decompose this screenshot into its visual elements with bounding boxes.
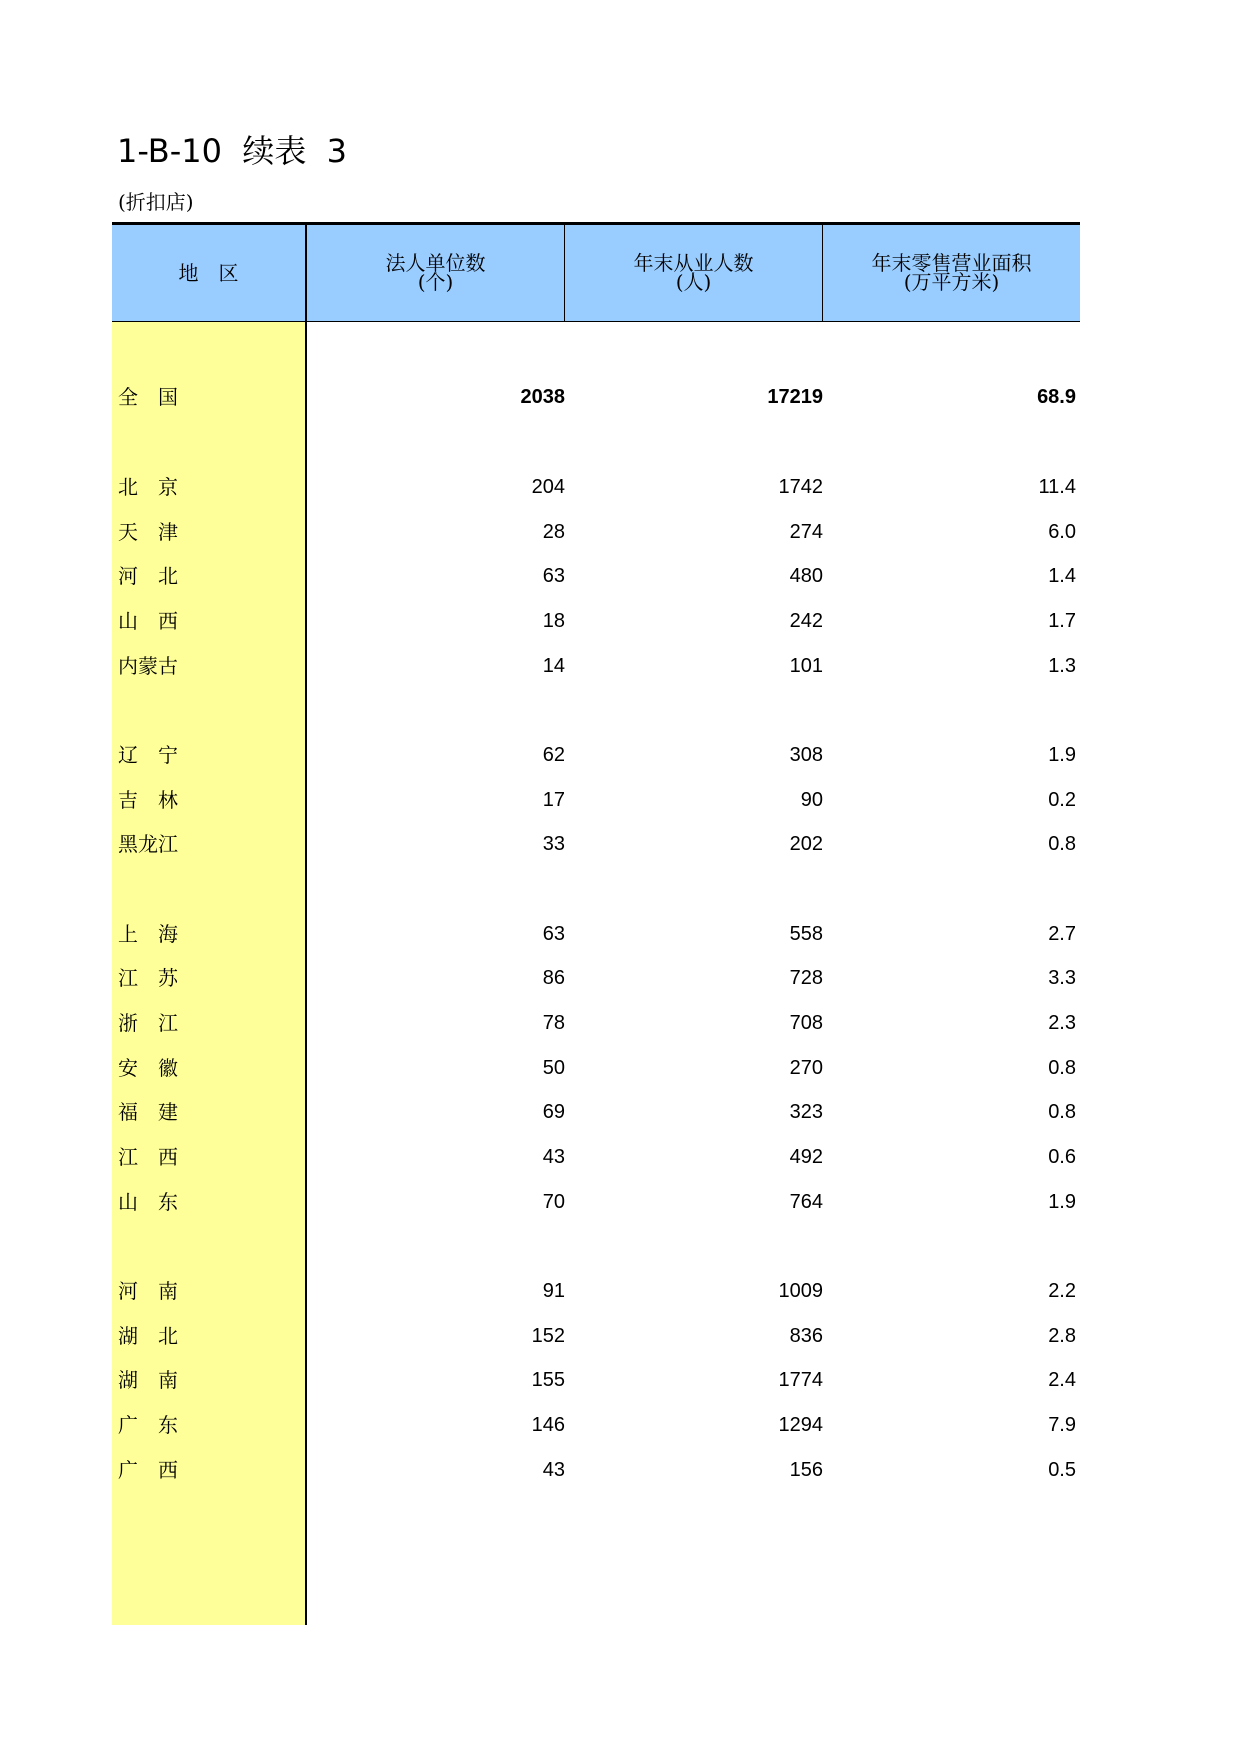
table-header bbox=[112, 225, 1080, 322]
area-cell: 2.2 bbox=[1048, 1280, 1076, 1302]
table-row bbox=[112, 1182, 1080, 1222]
table-row bbox=[112, 735, 1080, 775]
units-cell: 17 bbox=[542, 789, 565, 811]
units-cell: 63 bbox=[542, 923, 565, 945]
units-cell: 86 bbox=[542, 967, 565, 989]
area-cell: 1.4 bbox=[1048, 565, 1076, 587]
table-row bbox=[112, 646, 1080, 686]
table-row bbox=[112, 467, 1080, 507]
region-cell: 江 苏 bbox=[118, 966, 178, 990]
table-row bbox=[112, 1271, 1080, 1311]
area-cell: 2.7 bbox=[1048, 923, 1076, 945]
employees-cell: 708 bbox=[789, 1012, 823, 1034]
area-cell: 1.7 bbox=[1048, 610, 1076, 632]
table-row bbox=[112, 1003, 1080, 1043]
employees-cell: 480 bbox=[789, 565, 823, 587]
region-cell: 浙 江 bbox=[118, 1011, 178, 1035]
units-cell: 33 bbox=[542, 833, 565, 855]
region-cell: 辽 宁 bbox=[118, 743, 178, 767]
region-cell: 山 西 bbox=[118, 609, 178, 633]
table-row bbox=[112, 601, 1080, 641]
units-cell: 69 bbox=[542, 1101, 565, 1123]
employees-cell: 270 bbox=[789, 1057, 823, 1079]
employees-cell: 101 bbox=[789, 655, 823, 677]
area-cell: 11.4 bbox=[1038, 476, 1076, 498]
area-cell: 2.3 bbox=[1048, 1012, 1076, 1034]
region-cell: 江 西 bbox=[118, 1145, 178, 1169]
employees-cell: 323 bbox=[789, 1101, 823, 1123]
area-cell: 1.9 bbox=[1048, 1191, 1076, 1213]
area-cell: 0.6 bbox=[1048, 1146, 1076, 1168]
employees-cell: 202 bbox=[789, 833, 823, 855]
region-cell: 黑龙江 bbox=[118, 832, 178, 856]
table-row bbox=[112, 1450, 1080, 1490]
region-cell: 广 东 bbox=[118, 1413, 178, 1437]
region-cell: 福 建 bbox=[118, 1100, 178, 1124]
area-cell: 0.8 bbox=[1048, 833, 1076, 855]
employees-cell: 1009 bbox=[778, 1280, 823, 1302]
units-cell: 50 bbox=[542, 1057, 565, 1079]
table-row bbox=[112, 914, 1080, 954]
units-cell: 18 bbox=[542, 610, 565, 632]
table-row bbox=[112, 1137, 1080, 1177]
units-cell: 28 bbox=[542, 521, 565, 543]
region-cell: 北 京 bbox=[118, 475, 178, 499]
employees-cell: 1742 bbox=[778, 476, 823, 498]
region-cell: 安 徽 bbox=[118, 1056, 178, 1080]
table-row bbox=[112, 780, 1080, 820]
area-cell: 0.8 bbox=[1048, 1057, 1076, 1079]
area-cell: 7.9 bbox=[1048, 1414, 1076, 1436]
units-cell: 146 bbox=[531, 1414, 565, 1436]
table-row bbox=[112, 377, 1080, 417]
table-row bbox=[112, 556, 1080, 596]
header-units-label: 法人单位数 bbox=[385, 251, 486, 275]
area-cell: 68.9 bbox=[1037, 386, 1076, 408]
region-cell: 天 津 bbox=[118, 520, 178, 544]
header-region-label: 地 区 bbox=[178, 260, 239, 285]
units-cell: 155 bbox=[531, 1369, 565, 1391]
employees-cell: 492 bbox=[789, 1146, 823, 1168]
units-cell: 43 bbox=[542, 1459, 565, 1481]
header-region bbox=[112, 225, 307, 321]
header-units-unit: (个) bbox=[417, 270, 454, 294]
area-cell: 1.3 bbox=[1048, 655, 1076, 677]
employees-cell: 1294 bbox=[778, 1414, 823, 1436]
employees-cell: 558 bbox=[789, 923, 823, 945]
header-units bbox=[307, 225, 565, 321]
header-area-unit: (万平方米) bbox=[903, 270, 1000, 294]
area-cell: 0.2 bbox=[1048, 789, 1076, 811]
header-area-label: 年末零售营业面积 bbox=[871, 251, 1032, 275]
employees-cell: 274 bbox=[789, 521, 823, 543]
employees-cell: 156 bbox=[789, 1459, 823, 1481]
units-cell: 78 bbox=[542, 1012, 565, 1034]
area-cell: 2.4 bbox=[1048, 1369, 1076, 1391]
area-cell: 0.8 bbox=[1048, 1101, 1076, 1123]
table-row bbox=[112, 824, 1080, 864]
units-cell: 152 bbox=[531, 1325, 565, 1347]
area-cell: 6.0 bbox=[1048, 521, 1076, 543]
units-cell: 70 bbox=[542, 1191, 565, 1213]
units-cell: 2038 bbox=[520, 386, 565, 408]
units-cell: 63 bbox=[542, 565, 565, 587]
header-area bbox=[823, 225, 1080, 321]
employees-cell: 764 bbox=[789, 1191, 823, 1213]
units-cell: 14 bbox=[542, 655, 565, 677]
employees-cell: 242 bbox=[789, 610, 823, 632]
region-cell: 山 东 bbox=[118, 1190, 178, 1214]
header-employees bbox=[565, 225, 823, 321]
employees-cell: 836 bbox=[789, 1325, 823, 1347]
header-employees-label: 年末从业人数 bbox=[633, 251, 754, 275]
employees-cell: 90 bbox=[800, 789, 823, 811]
units-cell: 91 bbox=[542, 1280, 565, 1302]
table-row bbox=[112, 1048, 1080, 1088]
employees-cell: 728 bbox=[789, 967, 823, 989]
table-row bbox=[112, 1360, 1080, 1400]
table-row bbox=[112, 1405, 1080, 1445]
area-cell: 1.9 bbox=[1048, 744, 1076, 766]
area-cell: 3.3 bbox=[1048, 967, 1076, 989]
region-cell: 内蒙古 bbox=[118, 654, 178, 678]
region-cell: 湖 南 bbox=[118, 1368, 178, 1392]
units-cell: 62 bbox=[542, 744, 565, 766]
employees-cell: 17219 bbox=[767, 386, 823, 408]
table-row bbox=[112, 958, 1080, 998]
table-row bbox=[112, 512, 1080, 552]
table-row bbox=[112, 1316, 1080, 1356]
table-row bbox=[112, 1092, 1080, 1132]
employees-cell: 1774 bbox=[778, 1369, 823, 1391]
area-cell: 0.5 bbox=[1048, 1459, 1076, 1481]
region-cell: 上 海 bbox=[118, 922, 178, 946]
region-cell: 河 南 bbox=[118, 1279, 178, 1303]
region-cell: 全 国 bbox=[118, 385, 178, 409]
page-title: 1-B-10 续表 3 bbox=[117, 132, 348, 170]
region-cell: 湖 北 bbox=[118, 1324, 178, 1348]
header-employees-unit: (人) bbox=[675, 270, 712, 294]
units-cell: 204 bbox=[531, 476, 565, 498]
employees-cell: 308 bbox=[789, 744, 823, 766]
region-cell: 广 西 bbox=[118, 1458, 178, 1482]
units-cell: 43 bbox=[542, 1146, 565, 1168]
region-cell: 河 北 bbox=[118, 564, 178, 588]
area-cell: 2.8 bbox=[1048, 1325, 1076, 1347]
region-cell: 吉 林 bbox=[118, 788, 178, 812]
page-subtitle: (折扣店) bbox=[118, 190, 194, 214]
